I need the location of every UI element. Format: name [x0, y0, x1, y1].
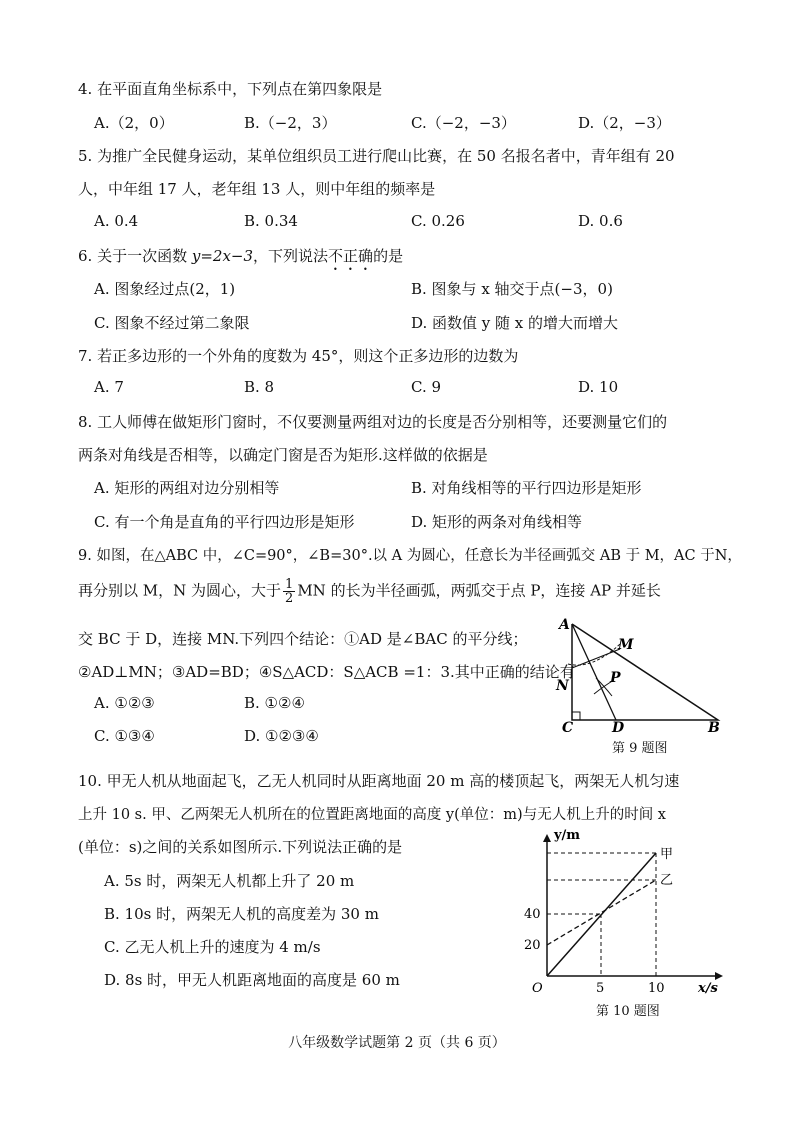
q5-option-d: D. 0.6	[578, 212, 623, 230]
q10-line3: (单位：s)之间的关系如图所示.下列说法正确的是	[78, 838, 403, 856]
q10-caption: 第 10 题图	[596, 1004, 660, 1019]
q8-option-d: D. 矩形的两条对角线相等	[411, 513, 583, 531]
q9-option-a: A. ①②③	[94, 694, 155, 712]
q6-stem-b: ，下列说法	[253, 247, 329, 265]
q8-line2: 两条对角线是否相等，以确定门窗是否为矩形.这样做的依据是	[78, 446, 488, 464]
q9-line2-a: 再分别以 M，N 为圆心，大于	[78, 581, 282, 600]
q7-option-d: D. 10	[578, 378, 619, 396]
q5-line2: 人，中年组 17 人，老年组 13 人，则中年组的频率是	[78, 180, 436, 198]
q9-caption: 第 9 题图	[612, 741, 668, 756]
q6-option-b: B. 图象与 x 轴交于点(−3，0)	[411, 280, 613, 298]
q10-option-c: C. 乙无人机上升的速度为 4 m/s	[104, 938, 321, 956]
q5-line1: 5. 为推广全民健身运动，某单位组织员工进行爬山比赛，在 50 名报名者中，青年组有 20	[78, 147, 675, 165]
q9-line2-b: MN 的长为半径画弧，两弧交于点 P，连接 AP 并延长	[297, 581, 661, 600]
q10-graph	[520, 822, 730, 998]
q6-option-c: C. 图象不经过第二象限	[94, 314, 250, 332]
x-axis-arrow	[715, 972, 723, 980]
q5-option-b: B. 0.34	[244, 212, 298, 230]
q6-option-a: A. 图象经过点(2，1)	[94, 280, 236, 298]
label-m: M	[618, 637, 634, 653]
label-n: N	[556, 678, 569, 694]
label-b: B	[708, 720, 720, 734]
q5-option-a: A. 0.4	[94, 212, 139, 230]
q9-frac-num: 1	[285, 577, 294, 592]
q10-option-d: D. 8s 时，甲无人机距离地面的高度是 60 m	[104, 971, 400, 989]
q6-stem-a: 6. 关于一次函数	[78, 247, 192, 265]
q6-emphasis: 不正确	[328, 247, 374, 265]
arc-a	[568, 644, 620, 665]
q8-option-a: A. 矩形的两组对边分别相等	[94, 479, 280, 497]
label-d: D	[612, 720, 625, 734]
q10-option-a: A. 5s 时，两架无人机都上升了 20 m	[104, 872, 355, 890]
q9-line2	[78, 578, 661, 605]
label-c: C	[562, 720, 574, 734]
q8-line1: 8. 工人师傅在做矩形门窗时，不仅要测量两组对边的长度是否分别相等，还要测量它们的	[78, 413, 668, 431]
q7-option-a: A. 7	[94, 378, 124, 396]
q4-option-a: A.（2，0）	[94, 114, 174, 132]
page-footer: 八年级数学试题第 2 页（共 6 页）	[288, 1035, 506, 1051]
q4-option-b: B.（−2，3）	[244, 114, 337, 132]
q9-line1: 9. 如图，在△ABC 中，∠C=90°，∠B=30°.以 A 为圆心，任意长为半径画弧交 AB 于 M，AC 于N，	[78, 548, 742, 564]
q9-option-c: C. ①③④	[94, 727, 155, 745]
q10-option-b: B. 10s 时，两架无人机的高度差为 30 m	[104, 905, 379, 923]
q4-stem: 4. 在平面直角坐标系中，下列点在第四象限是	[78, 80, 383, 98]
origin-label: O	[532, 981, 543, 996]
q5-option-c: C. 0.26	[411, 212, 465, 230]
q10-line1: 10. 甲无人机从地面起飞，乙无人机同时从距离地面 20 m 高的楼顶起飞，两架无人机匀速	[78, 772, 680, 790]
q9-option-b: B. ①②④	[244, 694, 305, 712]
q7-option-c: C. 9	[411, 378, 442, 396]
q9-option-d: D. ①②③④	[244, 727, 319, 745]
q7-stem: 7. 若正多边形的一个外角的度数为 45°，则这个正多边形的边数为	[78, 347, 519, 365]
q9-line4: ②AD⊥MN；③AD=BD；④S△ACD：S△ACB =1：3.其中正确的结论有	[78, 663, 575, 681]
y-tick-20: 20	[524, 938, 541, 953]
q10-line2: 上升 10 s. 甲、乙两架无人机所在的位置距离地面的高度 y(单位：m)与无人机上升的时间 x	[78, 807, 666, 823]
q4-option-d: D.（2，−3）	[578, 114, 671, 132]
y-tick-40: 40	[524, 907, 541, 922]
q8-option-c: C. 有一个角是直角的平行四边形是矩形	[94, 513, 355, 531]
q8-option-b: B. 对角线相等的平行四边形是矩形	[411, 479, 642, 497]
label-yi: 乙	[660, 873, 674, 888]
x-axis-label: x/s	[698, 981, 718, 996]
x-tick-10: 10	[648, 981, 665, 996]
q6-stem-c: 的是	[373, 247, 404, 265]
right-angle-mark	[572, 712, 580, 720]
y-axis-label: y/m	[554, 828, 581, 843]
y-axis-arrow	[543, 834, 551, 842]
label-a: A	[559, 617, 570, 633]
q6-stem	[78, 245, 403, 274]
q9-frac-den: 2	[285, 591, 294, 606]
q9-fraction	[283, 578, 295, 605]
q9-figure	[548, 612, 738, 734]
q6-option-d: D. 函数值 y 随 x 的增大而增大	[411, 314, 619, 332]
q9-line3: 交 BC 于 D，连接 MN.下列四个结论：①AD 是∠BAC 的平分线；	[78, 630, 528, 648]
q6-function: y=2x−3	[191, 247, 254, 265]
label-jia: 甲	[660, 847, 674, 862]
q4-option-c: C.（−2，−3）	[411, 114, 516, 132]
x-tick-5: 5	[596, 981, 605, 996]
q7-option-b: B. 8	[244, 378, 275, 396]
label-p: P	[610, 670, 621, 686]
